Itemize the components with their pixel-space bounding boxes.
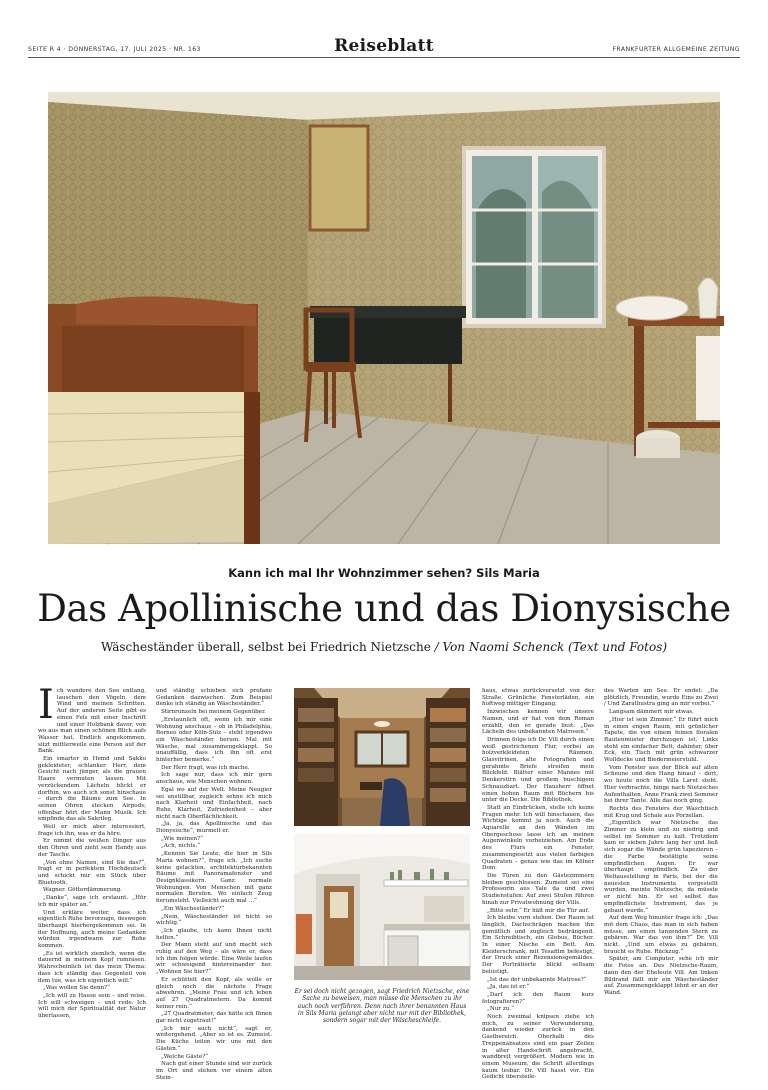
- paragraph: „27 Quadratmeter, das hätte ich Ihnen gar nicht zugetraut!“: [156, 1011, 272, 1025]
- paragraph: ch wandere den See entlang, lauschen den Vögeln, dem Wind und meinen Schritten. Auf der anderen Seite gibt es einen Fels mit einer Inschrift und einer Holzbank davor, von wo aus man einen schönen Blick aufs Wasser hat. Endlich angekommen, sitzt mittlerweile eine Person auf der Bank.: [38, 688, 146, 755]
- paragraph: „Nein, Wäscheständer ist nicht so wichtig.“: [156, 913, 272, 927]
- paragraph: haus, etwas zurückversetzt von der Straße. Grünliche Fensterläden, ein hoftweg mittiger Eingang.: [482, 688, 594, 708]
- subline-text: Wäscheständer überall, selbst bei Friedrich Nietzsche: [100, 640, 431, 654]
- paragraph: Inzwischen kennen wir unsere Namen, und er hat von dem Roman erzählt, den er gerade liest: „Das Lächeln des unbekannten Matrosen.“: [482, 709, 594, 736]
- header-date-issue: SEITE R 4 · DONNERSTAG, 17. JULI 2025 · NR. 163: [28, 46, 201, 53]
- paragraph: Der Mann steht auf und macht sich ruhig auf den Weg – als wäre er, dass ich ihm folgen würde. Eine Weile laufen wir schweigend hintereinander her. „Wohnen Sie hier?“: [156, 942, 272, 976]
- paragraph: Er nimmt die weißen Dinger aus den Ohren und zieht sein Handy aus der Tasche.: [38, 838, 146, 858]
- article-kicker: Kann ich mal Ihr Wohnzimmer sehen? Sils Maria: [228, 566, 540, 580]
- paragraph: Weil er mich aber interessiert, frage ich ihn, was er da höre.: [38, 824, 146, 837]
- paragraph: „Erstaunlich oft, wenn ich mir eine Wohnung anschaue – ob in Philadelphia, Borneo oder Köln-Sülz – steht irgendwo ein Wäscheständer herum. Mal mit Wäsche, mal zusammengeklappt. So unauffällig, dass ich ihn oft erst hinterher bemerke.“: [156, 716, 272, 764]
- paragraph: „Eigentlich war Nietzsche das Zimmer zu klein und zu niedrig und selbst im Sommer zu kalt. Trotzdem kam er sieben Jahre lang her und ließ sich sogar die Wände grün tapezieren – die Farbe bestätigte seine empfindlichen Augen. Er war überhaupt empfindlich. Zu der Weltausstellung in Paris, bei der die neuesten Instrumente vorgestellt wurden, meinte Nietzsche, da müsste er nicht hin. Er sei selbst das empfindlichste Instrument, das je gebaut wurde.“: [604, 820, 718, 914]
- paragraph: Auf dem Weg hinunter frage ich: „Das mit dem Chaos, das man in sich haben müsse, um einen tanzenden Stern zu gebären. War das von ihm?“ Dr. Vill nickt. „Und um etwas zu gebären, braucht es Ruhe. Rückzug.“: [604, 915, 718, 955]
- paragraph: Langsam dämmert mir etwas.: [609, 709, 694, 716]
- newspaper-name: FRANKFURTER ALLGEMEINE ZEITUNG: [612, 46, 740, 53]
- paragraph: Die Türen zu den Gästezimmern bleiben geschlossen. Zumeist sei eine Professorin aus Yale da und zwei Studienstufen: Auf zwei Stufen führen hinab zur Privatwohnung der Vills.: [482, 872, 594, 906]
- paragraph: „Kennen Sie Leute, die hier in Sils Maria wohnen?“, frage ich. „Ich suche keine gelackten, architekturbekannten Räume mit Panoramafenster und Designklassikern. Ganz normale Wohnungen. Von Menschen mit ganz normalen Berufen. Wo einfach Zeug herumsteht. Vielleicht auch mal …“: [156, 851, 272, 905]
- photo-kitchen-illustration: [294, 834, 470, 980]
- paragraph: „Ja, ja, das Apollinische und das Dionysische“, murmelt er.: [156, 821, 272, 835]
- paragraph: Wagner. Götterdämmerung.: [43, 887, 123, 894]
- article-column-4: [604, 688, 718, 996]
- photo-kitchen: [294, 834, 470, 980]
- paragraph: „Darf ich den Raum kurz fotografieren?“: [482, 991, 594, 1005]
- paragraph: Statt an Eindrücken, stelle ich keine Fragen mehr. Ich will hinschauen, das Wichtige kommt ja noch. Auch die Aquarelle an den Wänden im Obergeschoss lasse ich an meinen Augenwinkeln vorbeiziehen. Am Ende des Flurs ein Fenster, zusammengesetzt aus vielen farbigen Quadraten – genau wie das im Kölner Dom.: [482, 804, 594, 872]
- drop-cap: I: [38, 682, 54, 728]
- paragraph: Vom Fenster aus der Blick auf alten Scheune und den Hang hinauf – dort, wo heute noch die Villa Laret steht. Hier verbrachte, hinge nach Nietzsches Aufenthalten, Anne Frank zwei Sommer bei ihrer Tante. Alle das noch ging.: [604, 764, 718, 805]
- paragraph: „Was wollen Sie denn?“: [43, 985, 111, 992]
- paragraph: Ein smarter in Hemd und Sakko gekleideter, schlanker Herr, dem Gesicht nach jünger, als die grauen Haare vermuten lassen. Mit verzückendem Lächeln blickt er dorthin, wo auch ich sonst hinschaue – durch die Bäume zum See. In seinen Ohren stecken Airpods; offenbar hört der Mann Musik. Ich empfinde das als Sakrileg.: [38, 756, 146, 823]
- paragraph: „Bitte sehr.“ Er hält mir die Tür auf.: [487, 907, 590, 914]
- paragraph: „Ist das der unbekannte Matrose?“: [487, 976, 587, 983]
- paragraph: Ich bleibe vorn stehen. Der Raum ist länglich, Dachschrägen machen ihn gemütlich und zugleich bedrängend. Ein Schreibtisch, ein Globus, Bücher. In einer Nische ein Bett. Am Kleiderschrank, mit Tesafilm befestigt, der Druck einer Rezensionsgemäldes. Der Porträtierte blickt seltsam belustigt.: [482, 915, 594, 975]
- byline: / Von Naomi Schenck (Text und Fotos): [430, 640, 668, 654]
- paragraph: „Danke“, sage ich erstaunt. „Hör ich mir später an.“: [38, 895, 146, 908]
- article-column-3: [482, 688, 594, 1081]
- article-column-2: [156, 688, 272, 1081]
- paragraph: „Hier ist sein Zimmer.“ Er führt mich in einen engen Raum, mit grünlicher Tapete, die von einem feinen floralen Rautenmuster durchzogen ist. Links steht ein einfacher Bett, dahinter, über Eck, ein Tisch mit grün schwarzer Wolldecke und Biedermeierstuhl.: [604, 716, 718, 764]
- paragraph: Später, am Computer, sehe ich mir die Fotos an. Des Nietzsche-Raum, dann den der Eheleute Vill. Am linken Bildrand fällt mir ein Wäscheständer auf. Zusammengeklappt lehnt er an der Wand.: [604, 956, 718, 996]
- paragraph: „Ach, nichts.“: [161, 843, 201, 850]
- hero-photo-nietzsche-room: [48, 92, 720, 544]
- header-divider: [28, 57, 740, 58]
- paragraph: Drinnen folge ich Dr. Vill durch einen weiß gestrichenen Flur, vorbei an holzverkleideten Räumen. Glasvitrinen, alte Fotografien und gerahmte Briefe streifen mein Blickfeld. Blätter einer Mannes mit Denkerstirn und großem buschigem Schnauzbart. Der Hausherr öffnet einen hohen Raum mit Büchern bis unter die Decke. Die Bibliothek.: [482, 736, 594, 804]
- paragraph: „Ja, das ist er.“: [487, 984, 530, 991]
- paragraph: Ich sage nur, dass ich mir gern anschaue, wie Menschen wohnen.: [156, 772, 272, 786]
- paragraph: „Ein Wäscheständer?“: [161, 905, 225, 912]
- paragraph: „Von ohne Namen, sind Sie das?“, fragt er in perfektem Hochdeutsch und schickt mir ein Stück über Bluetooth.: [38, 859, 146, 886]
- paragraph: Rechts des Fensters der Waschtisch mit Krug und Schale aus Porzellan.: [604, 805, 718, 819]
- paragraph: Noch zweimal knipsen ziehe ich mich, zu seiner Verwunderung, dankend wieder zurück in den Gastbereich. Oberhalb des Treppenabsatzes sind ein paar Zeilen in alter Handschrift angebracht, wandbreit vergrößert. Modern wie in einem Museum, die Schrift allerdings kaum lesbar. Dr. Vill hasst vor. Ein Gedicht übersteile-: [482, 1014, 594, 1081]
- paragraph: „Ich mir auch nicht“, sagt er, weitergehend. „Aber so ist es. Zumeist. Die Küche teilen wir uns mit den Gästen.“: [156, 1025, 272, 1052]
- paragraph: „Welche Gäste?“: [161, 1053, 209, 1060]
- paragraph: „Ich will zu Hause sein – und reise. Ich will schweigen – und rede. Ich will mich der Spiritualität der Natur überlassen,: [38, 992, 146, 1020]
- article-headline: Das Apollinische und das Dionysische: [37, 587, 731, 630]
- paragraph: Er schüttelt den Kopf, als wolle er gleich noch die nächste Frage abwehren. „Meine Frau und ich leben auf 27 Quadratmetern. Da kommt keiner rein.“: [156, 976, 272, 1010]
- article-subline: [0, 640, 768, 654]
- photo-library-illustration: [294, 688, 470, 826]
- paragraph: Und erkläre weiter, dass ich eigentlich Ruhe bevorzuge, deswegen überhaupt hierhergekommen sei. In der Hoffnung, auch meine Gedanken würden irgendwann zur Ruhe kommen.: [38, 909, 146, 950]
- article-column-1: [38, 682, 146, 1058]
- paragraph: des Warten am See. Er endet: „Da plötzlich, Freundin, wurde Eins zu Zwei / Und Zarathustra ging an mir vorbei.“: [604, 688, 718, 708]
- paragraph: „Nur zu.“: [487, 1006, 515, 1013]
- paragraph: und ständig schieben sich profane Gedanken dazwischen. Zum Beispiel denke ich ständig an Wäscheständer.“: [156, 688, 272, 708]
- photo-library: [294, 688, 470, 826]
- paragraph: „Wie meinen?“: [161, 835, 204, 842]
- paragraph: Egal wo auf der Welt. Meine Neugier sei unstillbar, zugleich sehne ich mich nach Klarheit und Einfachheit, nach Ruhe, Klarheit, Zufriedenheit – aber nicht nach Oberflächlichkeit.: [156, 786, 272, 820]
- paragraph: „Es ist wirklich ziemlich, wenn die dauernd in meinem Kopf rumrasen. Wahrscheinlich ist das mein Thema: dass ich ständig das Gegenteil von dem tue, was ich eigentlich will.“: [38, 950, 146, 984]
- section-title: Reiseblatt: [334, 36, 434, 56]
- paragraph: Nach gut einer Stunde sind wir zurück im Ort und stehen vor einem alten Stein-: [156, 1061, 272, 1081]
- paragraph: Stirnrunzeln bei meinem Gegenüber.: [161, 709, 266, 716]
- photo-caption: Er sei doch nicht gezogen, sagt Friedrich Nietzsche, eine Sache zu beweisen, man müsse die Menschen zu ihr auch noch verführen. Denn nach ihrer benannten Haus in Sils Maria gelangt aber nicht nur mit der Bibliothek, sondern sogar mit der Wäscheschleife.: [294, 988, 470, 1025]
- paragraph: „Ich glaube, ich kann Ihnen nicht helfen.“: [156, 927, 272, 941]
- hero-photo-illustration: [48, 92, 720, 544]
- paragraph: Der Herr fragt, was ich mache.: [161, 764, 250, 771]
